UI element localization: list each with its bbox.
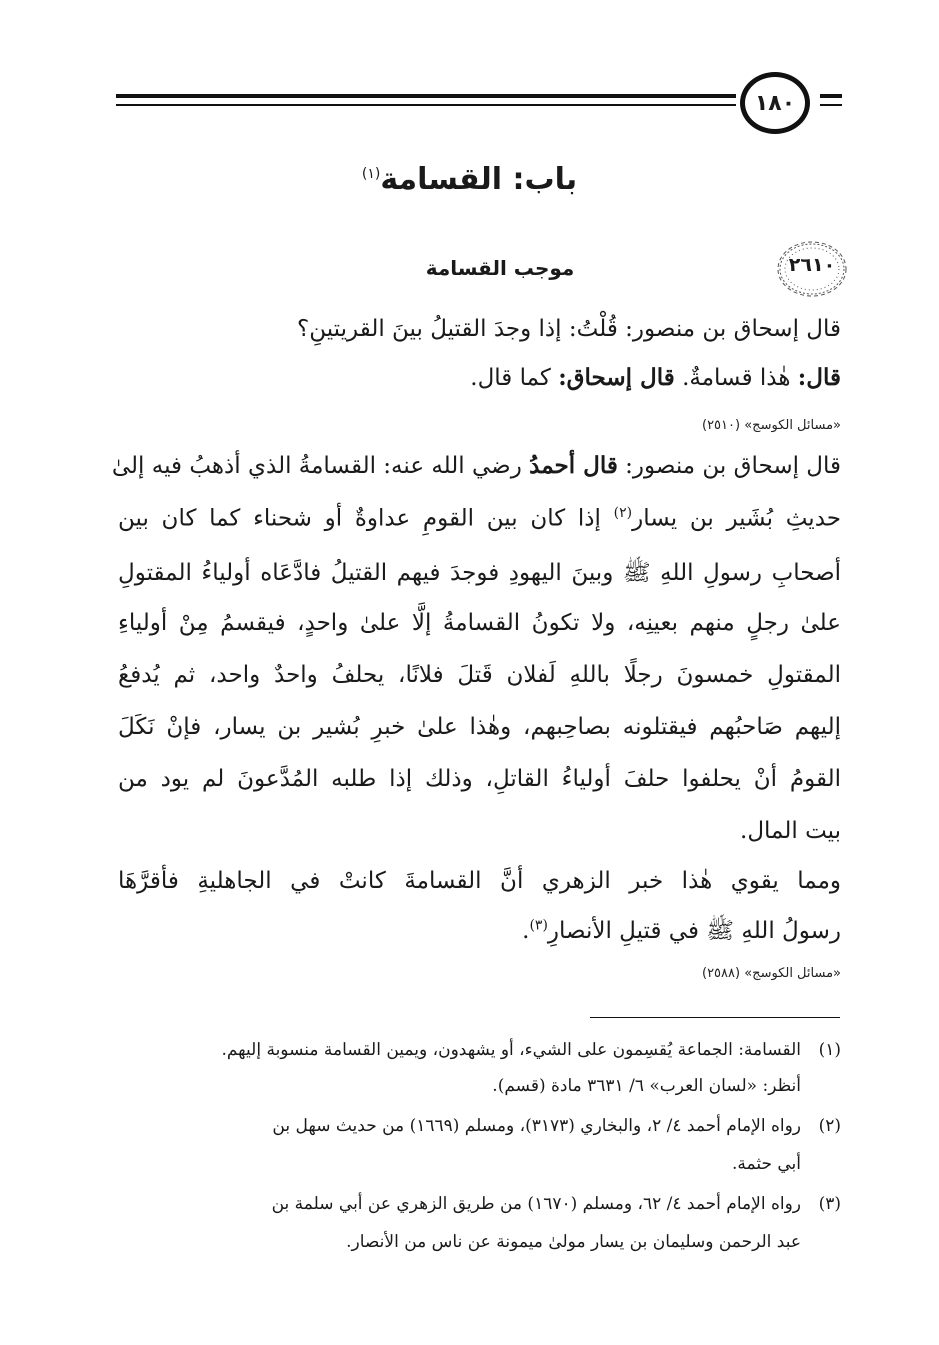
text-line: بيت المال.	[740, 818, 841, 844]
text-run: حديثِ بُشَير بن يسار	[632, 505, 841, 532]
source-citation: «مسائل الكوسج» (٢٥٨٨)	[702, 966, 841, 981]
speaker-label: قال إسحاق:	[558, 364, 675, 391]
answer-text: هٰذا قسامةٌ.	[674, 365, 798, 391]
speaker-label: قال أحمدُ	[529, 452, 618, 479]
header-rule-right	[820, 94, 842, 98]
text-line: علىٰ رجلٍ منهم بعينِه، ولا تكونُ القسامةُ إلَّا علىٰ واحدٍ، فيقسمُ مِنْ أولياءِ	[118, 610, 841, 636]
text-run: .	[522, 918, 530, 944]
answer-text: كما قال.	[470, 365, 559, 391]
footnote-text: رواه الإمام أحمد ٤/ ٦٢، ومسلم (١٦٧٠) من طريق الزهري عن أبي سلمة بن	[271, 1194, 801, 1214]
footnote-number: (١)	[818, 1040, 841, 1060]
text-run: رسولُ اللهِ ﷺ في قتيلِ الأنصارِ	[547, 918, 841, 944]
header-rule	[116, 94, 736, 98]
page-number: ١٨٠	[740, 72, 810, 134]
footnote-number: (٣)	[818, 1194, 841, 1214]
header-rule-right-thin	[820, 104, 842, 106]
footnote-ref-3: (٣)	[529, 917, 548, 934]
footnote-ref-1: (١)	[361, 166, 381, 182]
footnote-number: (٢)	[818, 1116, 841, 1136]
footnote-text: عبد الرحمن وسليمان بن يسار مولىٰ ميمونة عن ناس من الأنصار.	[346, 1232, 801, 1252]
chapter-title-text: باب: القسامة	[380, 162, 578, 197]
footnote-text: أنظر: «لسان العرب» ٦/ ٣٦٣١ مادة (قسم).	[492, 1076, 801, 1096]
footnote-separator	[590, 1017, 840, 1018]
header-rule-thin	[116, 104, 736, 106]
text-line: قال إسحاق بن منصور: قُلْتُ: إذا وجدَ القتيلُ بينَ القريتينِ؟	[297, 316, 841, 342]
footnote-text: رواه الإمام أحمد ٤/ ٢، والبخاري (٣١٧٣)، ومسلم (١٦٦٩) من حديث سهل بن	[272, 1116, 801, 1136]
text-run: رضي الله عنه: القسامةُ الذي أذهبُ فيه إلىٰ	[111, 453, 530, 479]
source-citation: «مسائل الكوسج» (٢٥١٠)	[702, 418, 841, 433]
footnote-text: القسامة: الجماعة يُقسِمون على الشيء، أو يشهدون، ويمين القسامة منسوبة إليهم.	[221, 1040, 801, 1060]
footnote-ref-2: (٢)	[613, 505, 633, 521]
text-line: القومُ أنْ يحلفوا حلفَ أولياءُ القاتلِ، وذلك إذا طلبه المُدَّعونَ لم يود من	[118, 766, 841, 792]
chapter-title	[0, 162, 939, 197]
text-line: ومما يقوي هٰذا خبر الزهري أنَّ القسامةَ كانتْ في الجاهليةِ فأقرَّهَا	[118, 868, 841, 894]
speaker-label: قال:	[797, 364, 841, 391]
footnote-text: أبي حثمة.	[731, 1154, 801, 1174]
text-line: أصحابِ رسولِ اللهِ ﷺ وبينَ اليهودِ فوجدَ فيهم القتيلُ فادَّعَاه أولياءُ المقتولِ	[118, 560, 841, 586]
text-run: إذا كان بين القومِ عداوةٌ أو شحناء كما كان بين	[118, 505, 614, 532]
text-line	[470, 364, 841, 391]
text-line	[522, 916, 841, 950]
text-run: قال إسحاق بن منصور:	[617, 453, 841, 479]
text-line	[111, 452, 841, 479]
entry-number: ٢٦١٠	[788, 254, 836, 276]
text-line	[118, 505, 841, 532]
section-title: موجب القسامة	[425, 256, 575, 280]
text-line: المقتولِ خمسونَ رجلًا باللهِ لَفلان قَتلَ فلانًا، يحلفُ واحدٌ واحد، ثم يُدفعُ	[118, 662, 841, 688]
text-line: إليهم صَاحبُهم فيقتلونه بصاحِبهم، وهٰذا علىٰ خبرِ بُشير بن يسار، فإنْ نَكَلَ	[118, 714, 841, 740]
